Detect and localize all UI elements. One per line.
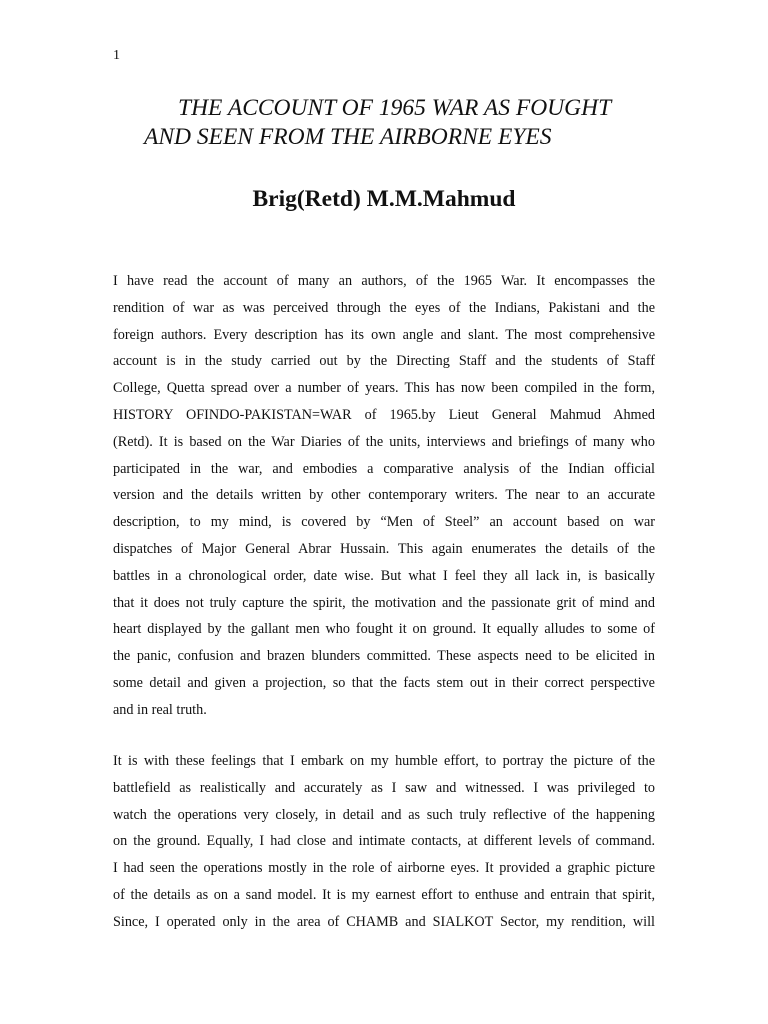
title-line-1: THE ACCOUNT OF 1965 WAR AS FOUGHT	[178, 95, 612, 121]
paragraph-2-line: battlefield as realistically and accurately as I saw and witnessed. I was privileged to	[113, 779, 655, 796]
paragraph-1-line: and in real truth.	[113, 701, 207, 718]
paragraph-1-line: version and the details written by other contemporary writers. The near to an accurate	[113, 487, 655, 504]
document-title	[140, 94, 680, 152]
paragraph-2-line: watch the operations very closely, in detail and as such truly reflective of the happening	[113, 806, 655, 823]
paragraph-2	[113, 748, 655, 936]
page-number: 1	[113, 48, 120, 63]
paragraph-1-line: some detail and given a projection, so that the facts stem out in their correct perspective	[113, 674, 655, 691]
paragraph-1-line: I have read the account of many an authors, of the 1965 War. It encompasses the	[113, 273, 655, 289]
paragraph-1-line: rendition of war as was perceived through the eyes of the Indians, Pakistani and the	[113, 299, 655, 316]
paragraph-1-line: College, Quetta spread over a number of years. This has now been compiled in the form,	[113, 380, 655, 397]
paragraph-1-line: foreign authors. Every description has its own angle and slant. The most comprehensive	[113, 326, 655, 343]
paragraph-1-line: the panic, confusion and brazen blunders committed. These aspects need to be elicited in	[113, 648, 655, 665]
paragraph-1-line: participated in the war, and embodies a comparative analysis of the Indian official	[113, 460, 655, 477]
paragraph-1-line: battles in a chronological order, date wise. But what I feel they all lack in, is basically	[113, 567, 655, 584]
paragraph-2-line: on the ground. Equally, I had close and intimate contacts, at different levels of command.	[113, 833, 655, 850]
paragraph-2-line: of the details as on a sand model. It is my earnest effort to enthuse and entrain that spirit,	[113, 886, 655, 903]
paragraph-2-line: I had seen the operations mostly in the role of airborne eyes. It provided a graphic picture	[113, 860, 655, 877]
paragraph-2-line: Since, I operated only in the area of CHAMB and SIALKOT Sector, my rendition, will	[113, 913, 655, 930]
paragraph-1-line: (Retd). It is based on the War Diaries of the units, interviews and briefings of many who	[113, 433, 655, 450]
paragraph-1-line: account is in the study carried out by the Directing Staff and the students of Staff	[113, 353, 655, 370]
title-line-2: AND SEEN FROM THE AIRBORNE EYES	[144, 124, 552, 150]
paragraph-2-line: It is with these feelings that I embark on my humble effort, to portray the picture of the	[113, 753, 655, 769]
author-name: Brig(Retd) M.M.Mahmud	[252, 186, 516, 212]
paragraph-1-line: heart displayed by the gallant men who fought it on ground. It equally alludes to some of	[113, 621, 655, 638]
paragraph-1-line: HISTORY OFINDO-PAKISTAN=WAR of 1965.by Lieut General Mahmud Ahmed	[113, 406, 655, 423]
paragraph-1-line: description, to my mind, is covered by “Men of Steel” an account based on war	[113, 514, 655, 531]
paragraph-1-line: dispatches of Major General Abrar Hussain. This again enumerates the details of the	[113, 540, 655, 557]
paragraph-1-line: that it does not truly capture the spirit, the motivation and the passionate grit of mind and	[113, 594, 655, 611]
paragraph-1	[113, 268, 655, 724]
